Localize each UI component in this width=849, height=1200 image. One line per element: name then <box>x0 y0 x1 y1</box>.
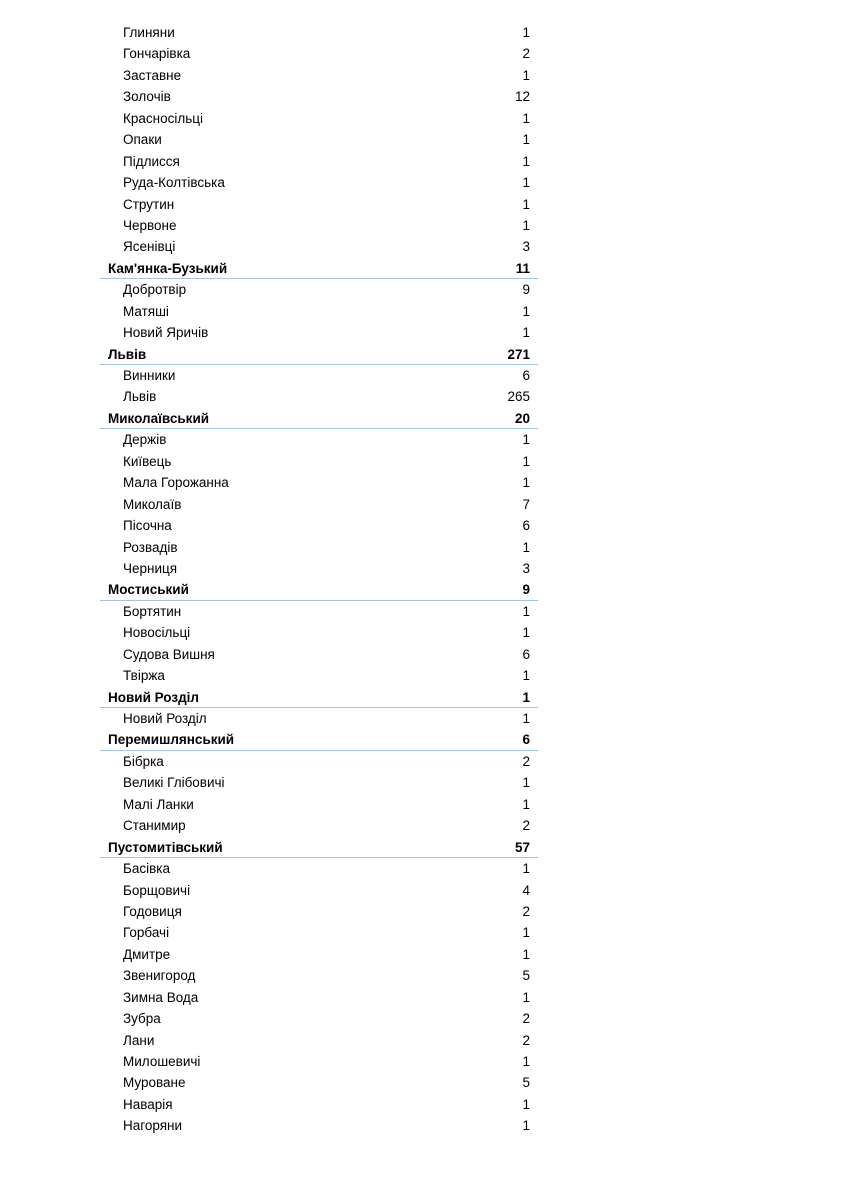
table-row <box>100 858 538 879</box>
group-count: 11 <box>515 260 530 276</box>
settlement-name: Борщовичі <box>123 882 191 898</box>
group-row <box>100 344 538 365</box>
table-row <box>100 987 538 1008</box>
settlement-name: Бібрка <box>123 753 164 769</box>
settlement-name: Розвадів <box>123 539 178 555</box>
settlement-name: Червоне <box>123 217 177 233</box>
settlement-name: Підлисся <box>123 153 180 169</box>
settlement-name: Лани <box>123 1032 155 1048</box>
table-row <box>100 151 538 172</box>
table-row <box>100 515 538 536</box>
group-row <box>100 258 538 279</box>
settlement-name: Струтин <box>123 196 175 212</box>
settlement-name: Руда-Колтівська <box>123 175 225 191</box>
settlement-count: 3 <box>522 239 530 255</box>
settlement-name: Мала Горожанна <box>123 475 229 491</box>
group-name: Мостиський <box>108 582 189 598</box>
settlement-name: Зимна Вода <box>123 989 199 1005</box>
settlement-count: 1 <box>522 1054 530 1069</box>
settlement-name: Новий Яричів <box>123 325 209 341</box>
settlement-count: 5 <box>522 968 530 984</box>
settlement-count: 1 <box>522 603 530 619</box>
settlement-count: 2 <box>522 818 530 834</box>
table-row <box>100 922 538 943</box>
settlement-name: Ясенівці <box>123 239 176 255</box>
settlement-count: 12 <box>514 89 530 105</box>
table-row <box>100 622 538 643</box>
group-row <box>100 408 538 429</box>
group-row <box>100 579 538 600</box>
settlement-name: Золочів <box>123 89 171 105</box>
settlement-name: Красносільці <box>123 110 203 126</box>
settlement-name: Басівка <box>123 861 170 877</box>
settlement-count: 1 <box>522 625 530 641</box>
settlement-count: 9 <box>522 282 530 298</box>
settlement-count: 1 <box>522 475 530 491</box>
settlement-count: 1 <box>522 1096 530 1112</box>
settlement-count: 1 <box>522 132 530 148</box>
table-row <box>100 194 538 215</box>
group-count: 20 <box>514 410 530 426</box>
table-row <box>100 880 538 901</box>
settlement-name: Новосільці <box>123 625 191 641</box>
table-row <box>100 472 538 493</box>
settlement-count: 1 <box>522 775 530 791</box>
settlement-count: 1 <box>522 25 530 40</box>
settlement-name: Винники <box>123 368 176 383</box>
table-row <box>100 794 538 815</box>
settlement-count: 1 <box>522 67 530 83</box>
table-row <box>100 537 538 558</box>
settlement-name: Добротвір <box>123 282 187 298</box>
settlement-count: 2 <box>522 1011 530 1027</box>
settlement-count: 5 <box>522 1075 530 1091</box>
table-row <box>100 365 538 386</box>
group-count: 9 <box>522 582 530 598</box>
table-row <box>100 129 538 150</box>
settlement-name: Бортятин <box>123 603 182 619</box>
table-row <box>100 215 538 236</box>
settlement-count: 1 <box>522 175 530 191</box>
settlement-count: 1 <box>522 946 530 962</box>
table-row <box>100 1051 538 1072</box>
settlement-count: 1 <box>522 668 530 684</box>
table-row <box>100 22 538 43</box>
group-name: Пустомитівський <box>108 839 223 855</box>
settlement-count: 1 <box>522 861 530 877</box>
table-row <box>100 665 538 686</box>
settlement-count: 1 <box>522 325 530 341</box>
settlement-count: 2 <box>522 46 530 62</box>
table-row <box>100 965 538 986</box>
table-row <box>100 301 538 322</box>
settlement-name: Милошевичі <box>123 1054 201 1069</box>
settlement-name: Звенигород <box>123 968 196 984</box>
table-row <box>100 1094 538 1115</box>
table-row <box>100 815 538 836</box>
settlement-count: 6 <box>522 518 530 534</box>
table-row <box>100 494 538 515</box>
settlement-name: Наварія <box>123 1096 173 1112</box>
group-count: 57 <box>514 839 530 855</box>
settlement-name: Великі Глібовичі <box>123 775 225 791</box>
settlement-count: 265 <box>507 389 530 405</box>
table-row <box>100 108 538 129</box>
settlement-name: Держів <box>123 432 167 448</box>
table-row <box>100 386 538 407</box>
group-name: Перемишлянський <box>108 732 235 748</box>
settlement-name: Київець <box>123 453 172 469</box>
table-row <box>100 1008 538 1029</box>
settlement-name: Гончарівка <box>123 46 191 62</box>
settlement-table <box>100 22 538 1137</box>
settlement-name: Муроване <box>123 1075 186 1091</box>
settlement-name: Миколаїв <box>123 496 182 512</box>
settlement-count: 1 <box>522 110 530 126</box>
settlement-count: 1 <box>522 796 530 812</box>
table-row <box>100 1072 538 1093</box>
settlement-count: 6 <box>522 646 530 662</box>
group-name: Львів <box>108 346 147 362</box>
table-row <box>100 236 538 257</box>
settlement-name: Горбачі <box>123 925 170 941</box>
table-row <box>100 172 538 193</box>
settlement-name: Глиняни <box>123 25 175 40</box>
settlement-count: 1 <box>522 539 530 555</box>
settlement-name: Львів <box>123 389 157 405</box>
settlement-name: Новий Розділ <box>123 711 207 726</box>
settlement-name: Черниця <box>123 560 178 576</box>
settlement-count: 1 <box>522 711 530 726</box>
group-row <box>100 729 538 750</box>
table-row <box>100 901 538 922</box>
table-row <box>100 644 538 665</box>
group-count: 271 <box>507 346 530 362</box>
table-row <box>100 429 538 450</box>
group-name: Кам'янка-Бузький <box>108 260 228 276</box>
table-row <box>100 601 538 622</box>
settlement-count: 1 <box>522 989 530 1005</box>
settlement-count: 2 <box>522 903 530 919</box>
table-row <box>100 558 538 579</box>
group-name: Новий Розділ <box>108 689 199 705</box>
settlement-count: 2 <box>522 1032 530 1048</box>
settlement-name: Пісочна <box>123 518 172 534</box>
settlement-name: Нагоряни <box>123 1118 183 1134</box>
settlement-name: Матяші <box>123 303 169 319</box>
table-row <box>100 451 538 472</box>
settlement-count: 1 <box>522 217 530 233</box>
table-row <box>100 279 538 300</box>
group-name: Миколаївський <box>108 410 210 426</box>
settlement-name: Судова Вишня <box>123 646 215 662</box>
table-row <box>100 1115 538 1136</box>
table-row <box>100 708 538 729</box>
settlement-count: 6 <box>522 368 530 383</box>
settlement-count: 4 <box>522 882 530 898</box>
settlement-count: 7 <box>522 496 530 512</box>
settlement-count: 3 <box>522 560 530 576</box>
table-row <box>100 322 538 343</box>
settlement-count: 1 <box>522 1118 530 1134</box>
settlement-name: Твіржа <box>123 668 165 684</box>
group-row <box>100 687 538 708</box>
settlement-count: 1 <box>522 303 530 319</box>
settlement-name: Дмитре <box>123 946 171 962</box>
settlement-name: Заставне <box>123 67 182 83</box>
settlement-name: Малі Ланки <box>123 796 194 812</box>
table-row <box>100 43 538 64</box>
table-row <box>100 65 538 86</box>
table-row <box>100 751 538 772</box>
settlement-count: 1 <box>522 153 530 169</box>
settlement-count: 2 <box>522 753 530 769</box>
settlement-count: 1 <box>522 432 530 448</box>
settlement-name: Станимир <box>123 818 186 834</box>
table-row <box>100 944 538 965</box>
settlement-name: Годовиця <box>123 903 182 919</box>
table-row <box>100 1030 538 1051</box>
settlement-name: Зубра <box>123 1011 161 1027</box>
table-row <box>100 772 538 793</box>
settlement-count: 1 <box>522 925 530 941</box>
group-count: 1 <box>522 689 530 705</box>
table-row <box>100 86 538 107</box>
settlement-count: 1 <box>522 453 530 469</box>
group-count: 6 <box>522 732 530 748</box>
settlement-count: 1 <box>522 196 530 212</box>
settlement-name: Опаки <box>123 132 162 148</box>
group-row <box>100 837 538 858</box>
